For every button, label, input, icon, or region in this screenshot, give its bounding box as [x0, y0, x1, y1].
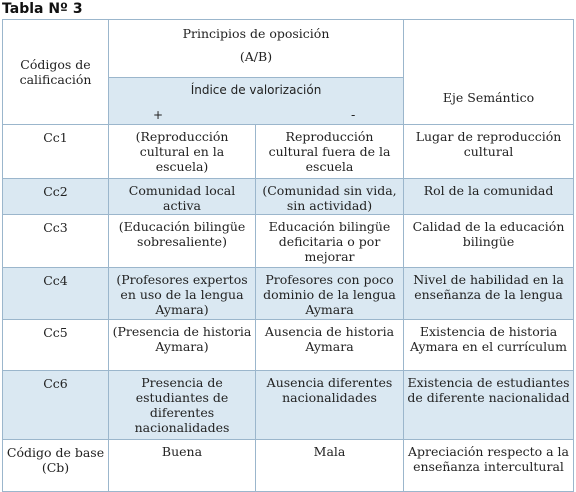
row-axis: Apreciación respecto a la enseñanza intercultural: [404, 440, 574, 492]
row-code: Cc4: [3, 268, 109, 320]
table-caption: Tabla Nº 3: [2, 1, 83, 17]
row-axis: Existencia de estudiantes de diferente nacionalidad: [404, 371, 574, 440]
table-row: [3, 268, 574, 320]
row-positive: Presencia de estudiantes de diferentes nacionalidades: [109, 371, 256, 440]
qualification-codes-table: [2, 19, 574, 492]
row-negative: Mala: [256, 440, 404, 492]
header-principles: [109, 20, 404, 78]
header-index-label: Índice de valorización: [190, 83, 322, 97]
header-principles-ab: (A/B): [239, 49, 273, 64]
header-semantic-axis: Eje Semántico: [404, 20, 574, 125]
row-axis: Rol de la comunidad: [404, 179, 574, 215]
header-codes: Códigos de calificación: [3, 20, 109, 125]
row-code: Cc1: [3, 125, 109, 179]
row-negative: Educación bilingüe deficitaria o por mejorar: [256, 215, 404, 268]
row-positive: Buena: [109, 440, 256, 492]
row-positive: (Educación bilingüe sobresaliente): [109, 215, 256, 268]
row-negative: Profesores con poco dominio de la lengua Aymara: [256, 268, 404, 320]
row-axis: Existencia de historia Aymara en el currículum: [404, 320, 574, 371]
row-axis: Lugar de reproducción cultural: [404, 125, 574, 179]
row-code: Cc6: [3, 371, 109, 440]
row-positive: (Reproducción cultural en la escuela): [109, 125, 256, 179]
table-row: [3, 320, 574, 371]
table-row: [3, 215, 574, 268]
row-code: Cc2: [3, 179, 109, 215]
header-valorization-index: [109, 78, 404, 125]
row-code: Cc3: [3, 215, 109, 268]
row-negative: (Comunidad sin vida, sin actividad): [256, 179, 404, 215]
row-axis: Nivel de habilidad en la enseñanza de la lengua: [404, 268, 574, 320]
row-negative: Reproducción cultural fuera de la escuela: [256, 125, 404, 179]
header-minus: -: [351, 108, 356, 122]
row-code: Cc5: [3, 320, 109, 371]
row-negative: Ausencia de historia Aymara: [256, 320, 404, 371]
row-positive: (Profesores expertos en uso de la lengua Aymara): [109, 268, 256, 320]
header-principles-title: Principios de oposición: [182, 26, 330, 41]
header-plus: +: [153, 108, 164, 122]
table-row: [3, 371, 574, 440]
row-code: Código de base (Cb): [3, 440, 109, 492]
table-row: [3, 179, 574, 215]
row-axis: Calidad de la educación bilingüe: [404, 215, 574, 268]
table-row: [3, 125, 574, 179]
row-negative: Ausencia diferentes nacionalidades: [256, 371, 404, 440]
row-positive: (Presencia de historia Aymara): [109, 320, 256, 371]
row-positive: Comunidad local activa: [109, 179, 256, 215]
